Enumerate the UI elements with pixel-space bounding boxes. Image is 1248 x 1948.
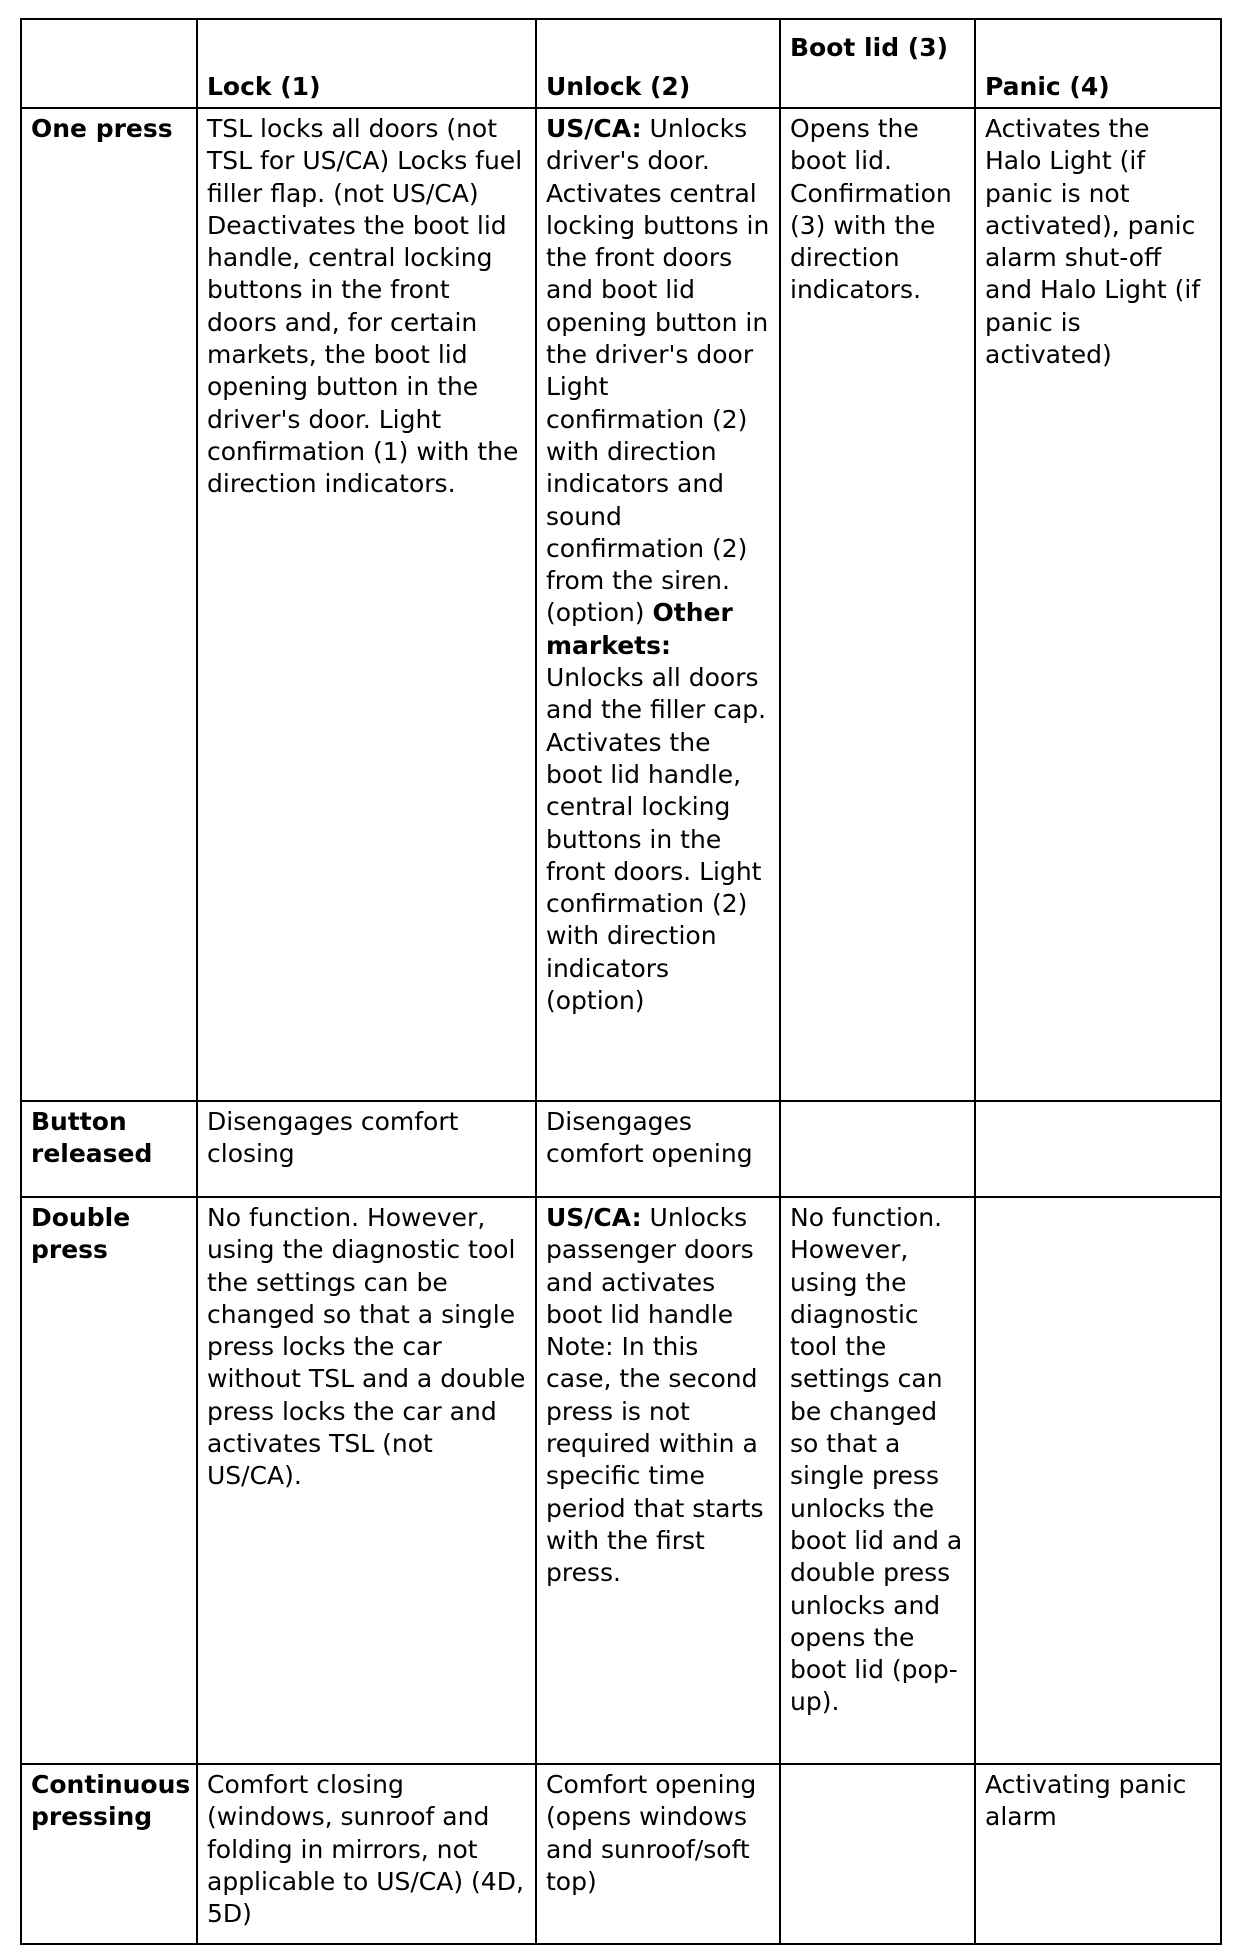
row-continuous-pressing	[21, 1764, 1221, 1944]
cell-one-press-unlock	[536, 108, 780, 1101]
cell-continuous-unlock: Comfort opening (opens windows and sunroof/soft top)	[536, 1764, 780, 1944]
header-boot-lid: Boot lid (3)	[780, 19, 975, 108]
cell-released-unlock: Disengages comfort opening	[536, 1101, 780, 1197]
cell-released-boot-lid	[780, 1101, 975, 1197]
cell-continuous-lock: Comfort closing (windows, sunroof and folding in mirrors, not applicable to US/CA) (4D, 5D)	[197, 1764, 536, 1944]
unlock-us-ca-text: Unlocks driver's door. Activates central locking buttons in the front doors and boot lid opening button in the driver's door Light confirmation (2) with direction indicators and sound confirmation (2) from the siren. (option)	[546, 114, 770, 628]
row-label-button-released: Button released	[21, 1101, 197, 1197]
cell-double-press-panic	[975, 1197, 1221, 1764]
row-label-continuous-pressing: Continuous pressing	[21, 1764, 197, 1944]
double-unlock-us-ca-text: Unlocks passenger doors and activates boot lid handle Note: In this case, the second press is not required within a specific time period that starts with the first press.	[546, 1203, 764, 1588]
cell-double-press-boot-lid: No function. However, using the diagnostic tool the settings can be changed so that a single press unlocks the boot lid and a double press unlocks and opens the boot lid (pop-up).	[780, 1197, 975, 1764]
row-one-press	[21, 108, 1221, 1101]
unlock-other-markets-text: Unlocks all doors and the filler cap. Activates the boot lid handle, central locking buttons in the front doors. Light confirmation (2) with direction indicators (option)	[546, 663, 767, 1016]
cell-one-press-boot-lid: Opens the boot lid. Confirmation (3) with the direction indicators.	[780, 108, 975, 1101]
cell-continuous-boot-lid	[780, 1764, 975, 1944]
header-lock: Lock (1)	[197, 19, 536, 108]
cell-released-panic	[975, 1101, 1221, 1197]
header-row	[21, 19, 1221, 108]
cell-double-press-lock: No function. However, using the diagnostic tool the settings can be changed so that a single press locks the car without TSL and a double press locks the car and activates TSL (not US/CA).	[197, 1197, 536, 1764]
double-unlock-us-ca-label: US/CA:	[546, 1203, 642, 1232]
cell-one-press-panic: Activates the Halo Light (if panic is not activated), panic alarm shut-off and Halo Light (if panic is activated)	[975, 108, 1221, 1101]
cell-one-press-lock: TSL locks all doors (not TSL for US/CA) Locks fuel filler flap. (not US/CA) Deactivates the boot lid handle, central locking buttons in the front doors and, for certain markets, the boot lid opening button in the driver's door. Light confirmation (1) with the direction indicators.	[197, 108, 536, 1101]
unlock-us-ca-label: US/CA:	[546, 114, 642, 143]
remote-key-function-table	[20, 18, 1222, 1945]
row-double-press	[21, 1197, 1221, 1764]
row-label-one-press: One press	[21, 108, 197, 1101]
header-panic: Panic (4)	[975, 19, 1221, 108]
header-corner	[21, 19, 197, 108]
unlock-other-markets-label: Other markets:	[546, 598, 733, 660]
cell-double-press-unlock	[536, 1197, 780, 1764]
header-unlock: Unlock (2)	[536, 19, 780, 108]
cell-released-lock: Disengages comfort closing	[197, 1101, 536, 1197]
row-label-double-press: Double press	[21, 1197, 197, 1764]
cell-continuous-panic: Activating panic alarm	[975, 1764, 1221, 1944]
row-button-released	[21, 1101, 1221, 1197]
